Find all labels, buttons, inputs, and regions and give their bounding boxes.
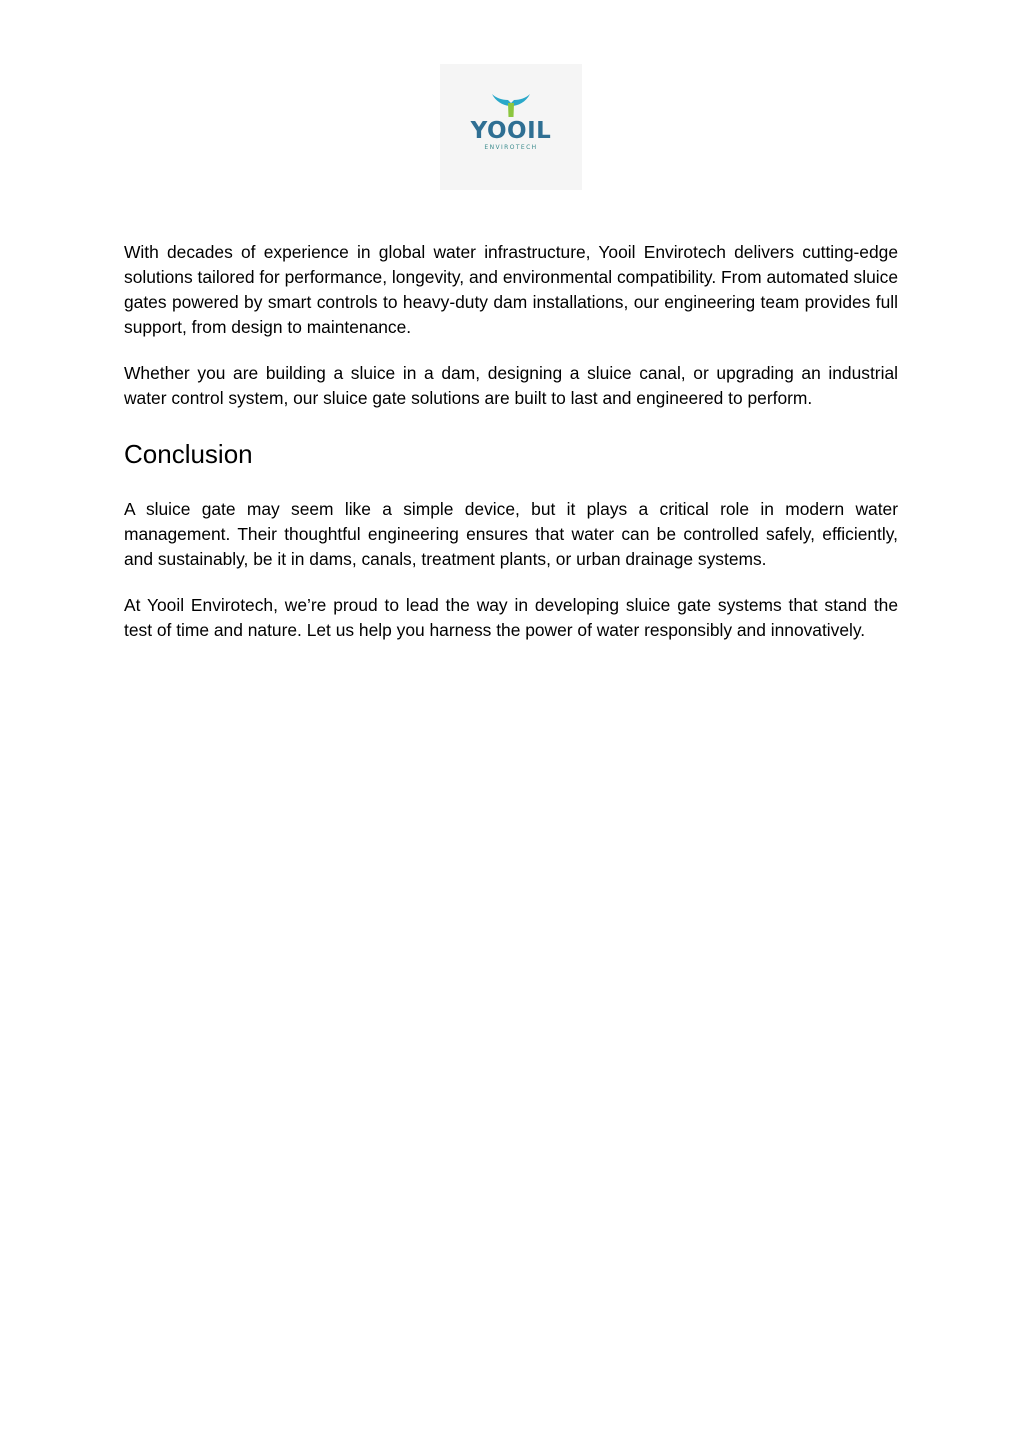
logo-tagline: ENVIROTECH: [484, 144, 538, 151]
company-logo: [440, 64, 582, 190]
intro-paragraph: With decades of experience in global water infrastructure, Yooil Envirotech delivers cutting-edge solutions tailored for performance, longevity, and environmental compatibility. From automated sluice gates powered by smart controls to heavy-duty dam installations, our engineering team provides full support, from design to maintenance.: [124, 242, 898, 337]
conclusion-paragraph: At Yooil Envirotech, we’re proud to lead the way in developing sluice gate systems that stand the test of time and nature. Let us help you harness the power of water responsibly and innovatively.: [124, 595, 898, 640]
water-tail-icon: [490, 92, 532, 118]
intro-paragraph: Whether you are building a sluice in a dam, designing a sluice canal, or upgrading an industrial water control system, our sluice gate solutions are built to last and engineered to perform.: [124, 363, 898, 408]
section-heading: Conclusion: [124, 439, 253, 469]
logo-wordmark: YOOIL: [470, 118, 552, 144]
conclusion-paragraph: A sluice gate may seem like a simple device, but it plays a critical role in modern water management. Their thoughtful engineering ensures that water can be controlled safely, efficiently, and sustainably, be it in dams, canals, treatment plants, or urban drainage systems.: [124, 499, 898, 569]
document-body: [124, 240, 898, 664]
